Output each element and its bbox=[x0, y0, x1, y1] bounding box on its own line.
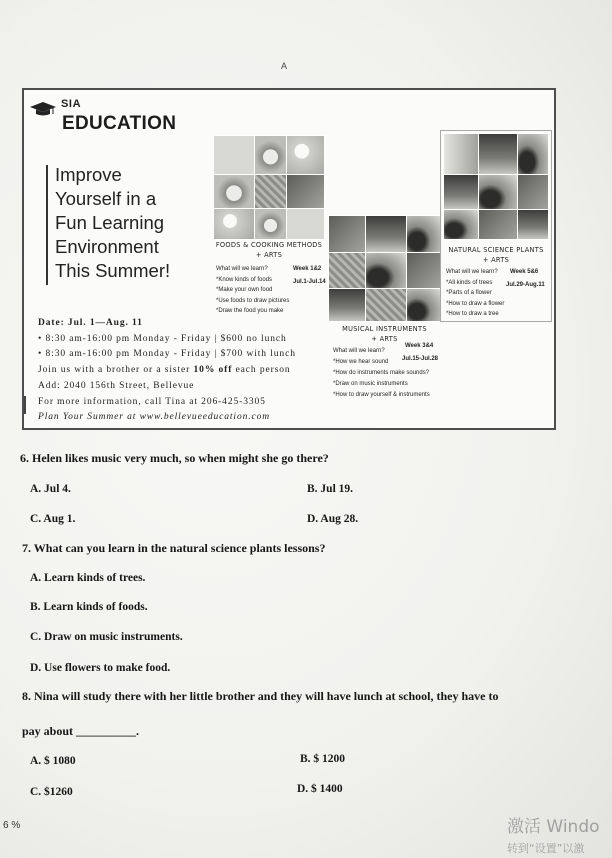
photo-tile bbox=[329, 253, 365, 288]
photo-tile bbox=[407, 216, 440, 252]
course-dates: Jul.15-Jul.28 bbox=[402, 356, 439, 362]
course-week: Week 3&4 bbox=[405, 343, 434, 349]
photo-tile bbox=[255, 175, 286, 208]
course-title: MUSICAL INSTRUMENTS bbox=[342, 325, 427, 333]
course-week: Week 5&6 bbox=[510, 269, 539, 275]
contact-info: For more information, call Tina at 206-425-3305 bbox=[38, 396, 266, 407]
photo-tile bbox=[329, 289, 365, 321]
page-footer-mark: 6 % bbox=[3, 820, 21, 831]
photo-tile bbox=[518, 210, 548, 239]
learn-heading: What will we learn? bbox=[333, 348, 385, 354]
course-subtitle: + ARTS bbox=[255, 251, 283, 259]
education-advertisement bbox=[22, 88, 556, 430]
learn-item: *Parts of a flower bbox=[446, 290, 492, 296]
learn-item: *Draw on music instruments bbox=[333, 381, 408, 387]
learn-item: *Know kinds of foods bbox=[216, 276, 273, 283]
course-caption-foods bbox=[211, 240, 327, 260]
learn-item: *Use foods to draw pictures bbox=[216, 297, 290, 304]
photo-tile bbox=[287, 209, 324, 239]
learn-item: *How to draw yourself & instruments bbox=[333, 392, 430, 398]
photo-tile bbox=[479, 210, 517, 239]
photo-tile bbox=[214, 136, 254, 174]
info-side-mark bbox=[24, 396, 26, 414]
course-week: Week 1&2 bbox=[293, 266, 322, 272]
sibling-discount bbox=[38, 363, 296, 379]
photo-tile bbox=[518, 175, 548, 209]
question-7-option-d: D. Use flowers to make food. bbox=[30, 662, 171, 674]
headline-line: Fun Learning bbox=[55, 212, 165, 233]
learn-item: *How do instruments make sounds? bbox=[333, 370, 430, 376]
course-title: FOODS & COOKING METHODS bbox=[215, 241, 323, 249]
learn-item: *Make your own food bbox=[216, 287, 273, 293]
photo-tile bbox=[407, 289, 440, 321]
learn-heading: What will we learn? bbox=[446, 269, 498, 275]
photo-tile bbox=[214, 175, 254, 208]
photo-tile bbox=[287, 136, 324, 174]
photo-tile bbox=[518, 134, 548, 174]
plants-photo-collage bbox=[443, 133, 549, 240]
learn-item: *How to draw a flower bbox=[446, 300, 505, 307]
question-6-option-d: D. Aug 28. bbox=[307, 513, 359, 525]
watermark-line-2: 转到“设置”以激 bbox=[507, 842, 585, 855]
date-range: Date: Jul. 1—Aug. 11 bbox=[38, 318, 143, 328]
headline-divider bbox=[46, 165, 48, 285]
headline-line: Improve bbox=[55, 164, 122, 185]
photo-tile bbox=[366, 289, 406, 321]
learn-item: *How we hear sound bbox=[333, 359, 389, 365]
question-8-option-c: C. $1260 bbox=[30, 786, 73, 798]
question-7-option-c: C. Draw on music instruments. bbox=[30, 631, 183, 643]
photo-tile bbox=[479, 134, 517, 174]
learn-item: *Draw the food you make bbox=[216, 308, 284, 314]
course-caption-plants bbox=[441, 245, 551, 265]
photo-tile bbox=[444, 210, 478, 239]
question-8-stem: 8. Nina will study there with her little brother and they will have lunch at school, they have to bbox=[22, 689, 499, 703]
headline-line: Yourself in a bbox=[55, 188, 157, 209]
discount-highlight: 10% off bbox=[193, 365, 233, 376]
ad-info bbox=[38, 316, 296, 426]
course-details-foods bbox=[216, 264, 289, 317]
question-6-option-a: A. Jul 4. bbox=[30, 483, 71, 495]
photo-tile bbox=[255, 209, 286, 239]
headline-line: This Summer! bbox=[55, 260, 171, 281]
schedule-no-lunch: • 8:30 am-16:00 pm Monday - Friday | $600 no lunch bbox=[38, 333, 287, 344]
photo-tile bbox=[444, 134, 478, 174]
photo-tile bbox=[255, 136, 286, 174]
course-dates: Jul.1-Jul.14 bbox=[293, 279, 326, 285]
ad-headline bbox=[55, 163, 170, 283]
question-8-stem-continued: pay about __________. bbox=[22, 724, 140, 738]
discount-suffix: each person bbox=[235, 365, 291, 376]
question-6-option-b: B. Jul 19. bbox=[307, 483, 354, 495]
question-7-option-a: A. Learn kinds of trees. bbox=[30, 572, 146, 584]
learn-item: *All kinds of trees bbox=[446, 279, 493, 286]
photo-tile bbox=[479, 175, 517, 209]
course-title: NATURAL SCIENCE PLANTS bbox=[448, 246, 544, 254]
logo-brand: SIA bbox=[61, 98, 82, 110]
page-top-mark: A bbox=[281, 61, 288, 71]
photo-tile bbox=[287, 175, 324, 208]
course-subtitle: + ARTS bbox=[371, 335, 398, 343]
course-subtitle: + ARTS bbox=[482, 256, 510, 264]
question-6-option-c: C. Aug 1. bbox=[30, 513, 76, 525]
question-6-stem: 6. Helen likes music very much, so when might she go there? bbox=[20, 451, 329, 465]
schedule-with-lunch: • 8:30 am-16:00 pm Monday - Friday | $700 with lunch bbox=[38, 349, 296, 360]
course-details-plants bbox=[446, 267, 504, 320]
photo-tile bbox=[366, 216, 406, 252]
music-photo-collage bbox=[328, 215, 441, 322]
address: Add: 2040 156th Street, Bellevue bbox=[38, 380, 195, 391]
graduation-cap-icon bbox=[29, 101, 57, 117]
discount-prefix: Join us with a brother or a sister bbox=[38, 365, 191, 376]
photo-tile bbox=[366, 253, 406, 288]
learn-heading: What will we learn? bbox=[216, 266, 268, 272]
course-details-music bbox=[333, 346, 430, 401]
watermark-line-1: 激活 Windo bbox=[507, 817, 600, 837]
learn-item: *How to draw a tree bbox=[446, 311, 499, 317]
course-caption-music bbox=[326, 324, 443, 344]
website-line: Plan Your Summer at www.bellevueeducation.com bbox=[38, 412, 271, 423]
photo-tile bbox=[444, 175, 478, 209]
question-8-option-d: D. $ 1400 bbox=[297, 783, 343, 795]
question-7-option-b: B. Learn kinds of foods. bbox=[30, 601, 148, 613]
photo-tile bbox=[329, 216, 365, 252]
course-dates: Jul.29-Aug.11 bbox=[506, 282, 545, 288]
question-8-option-b: B. $ 1200 bbox=[300, 753, 346, 765]
logo-name: EDUCATION bbox=[62, 113, 177, 134]
headline-line: Environment bbox=[55, 236, 159, 257]
windows-activation-watermark bbox=[507, 812, 611, 858]
foods-photo-collage bbox=[213, 135, 325, 240]
question-7-stem: 7. What can you learn in the natural science plants lessons? bbox=[22, 541, 326, 555]
photo-tile bbox=[407, 253, 440, 288]
photo-tile bbox=[214, 209, 254, 239]
question-8-option-a: A. $ 1080 bbox=[30, 755, 76, 767]
